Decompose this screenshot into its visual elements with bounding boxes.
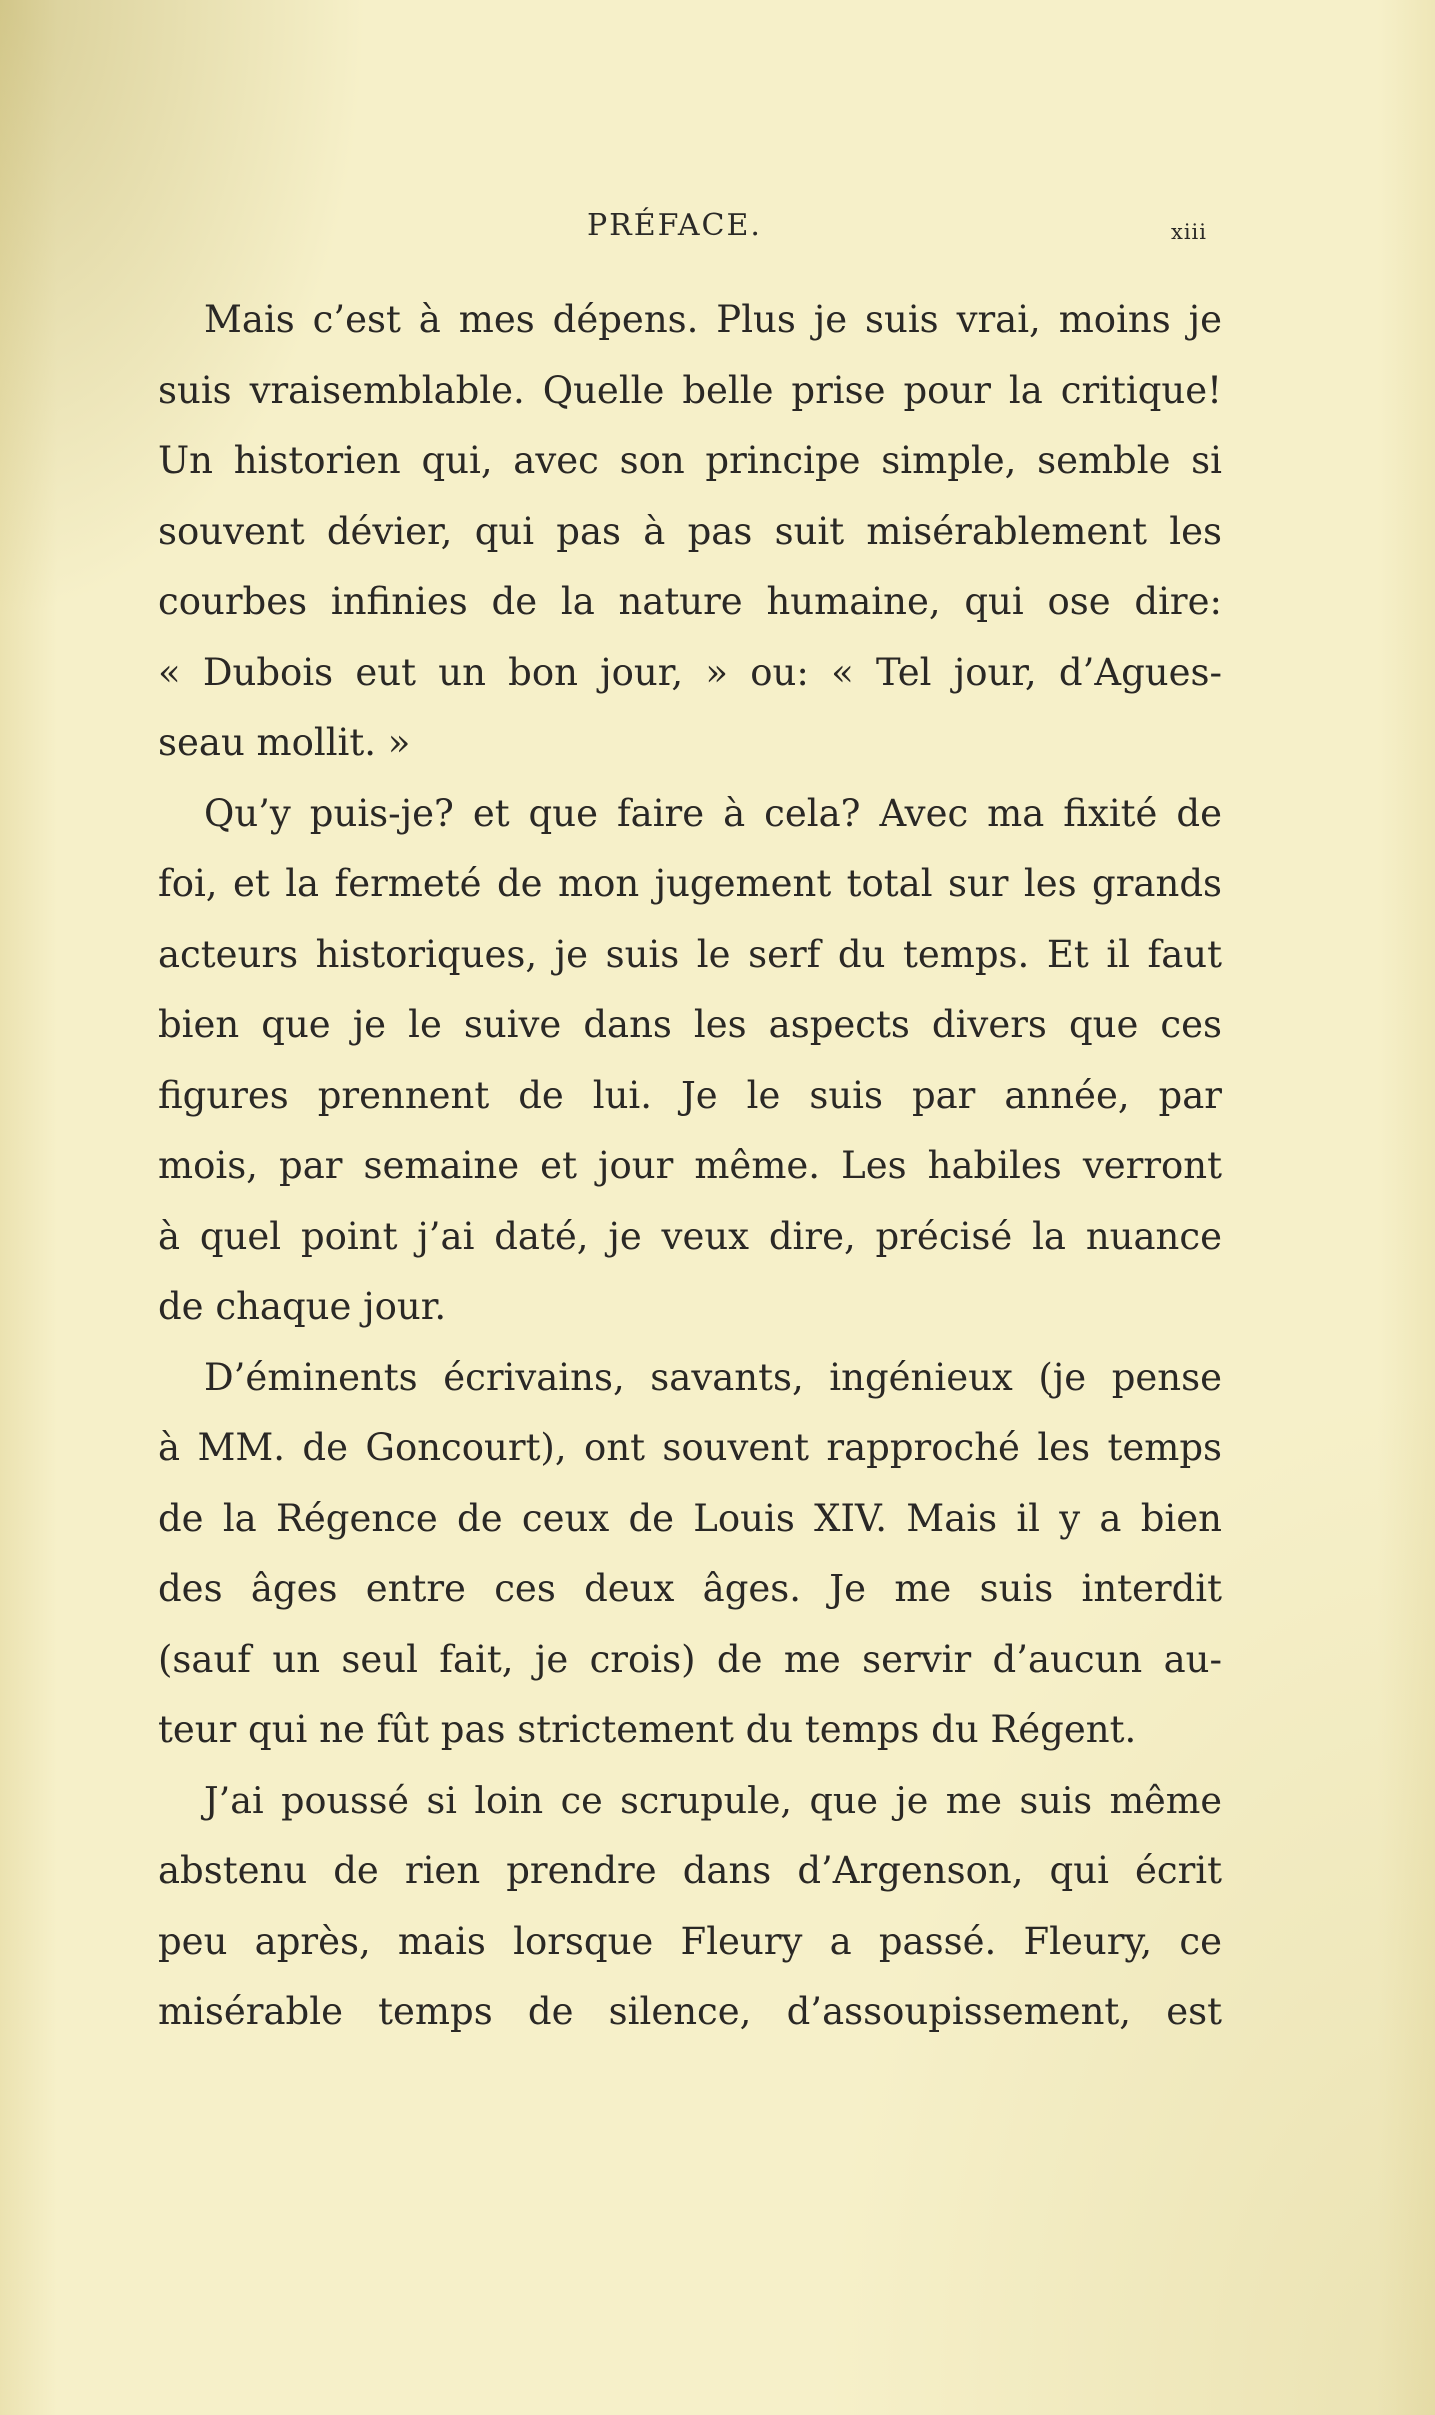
- text-line: mois, par semaine et jour même. Les habiles verront: [158, 1144, 1222, 1187]
- text-line: figures prennent de lui. Je le suis par année, par: [158, 1073, 1222, 1117]
- text-line: Un historien qui, avec son principe simple, semble si: [158, 439, 1222, 482]
- running-header: [0, 208, 1435, 258]
- text-line: courbes infinies de la nature humaine, qui ose dire:: [158, 580, 1222, 623]
- body-text: [158, 285, 1222, 2048]
- running-title: PRÉFACE.: [587, 208, 762, 243]
- text-line: à MM. de Goncourt), ont souvent rapproché les temps: [158, 1426, 1222, 1469]
- text-line: Qu’y puis-je? et que faire à cela? Avec ma fixité de: [204, 791, 1222, 835]
- text-line: bien que je le suive dans les aspects divers que ces: [158, 1003, 1222, 1046]
- text-line: souvent dévier, qui pas à pas suit misérablement les: [158, 509, 1222, 553]
- text-line: peu après, mais lorsque Fleury a passé. Fleury, ce: [158, 1919, 1222, 1963]
- text-line: à quel point j’ai daté, je veux dire, précisé la nuance: [158, 1214, 1222, 1258]
- text-line: « Dubois eut un bon jour, » ou: « Tel jour, d’Agues-: [158, 650, 1222, 694]
- text-line: suis vraisemblable. Quelle belle prise pour la critique!: [158, 368, 1222, 412]
- text-line: de chaque jour.: [158, 1285, 447, 1328]
- text-line: (sauf un seul fait, je crois) de me servir d’aucun au-: [158, 1637, 1222, 1681]
- text-line: abstenu de rien prendre dans d’Argenson, qui écrit: [158, 1849, 1222, 1892]
- text-line: teur qui ne fût pas strictement du temps du Régent.: [158, 1708, 1137, 1751]
- text-line: Mais c’est à mes dépens. Plus je suis vrai, moins je: [204, 298, 1222, 341]
- text-line: foi, et la fermeté de mon jugement total sur les grands: [158, 862, 1222, 905]
- text-line: des âges entre ces deux âges. Je me suis interdit: [158, 1567, 1222, 1610]
- text-line: D’éminents écrivains, savants, ingénieux (je pense: [204, 1355, 1222, 1399]
- text-line: de la Régence de ceux de Louis XIV. Mais il y a bien: [158, 1496, 1222, 1540]
- text-line: seau mollit. »: [158, 721, 411, 764]
- text-line: acteurs historiques, je suis le serf du temps. Et il faut: [158, 932, 1222, 976]
- page-number: xiii: [1171, 220, 1207, 244]
- text-line: J’ai poussé si loin ce scrupule, que je me suis même: [204, 1778, 1222, 1822]
- text-line: misérable temps de silence, d’assoupissement, est: [158, 1990, 1222, 2033]
